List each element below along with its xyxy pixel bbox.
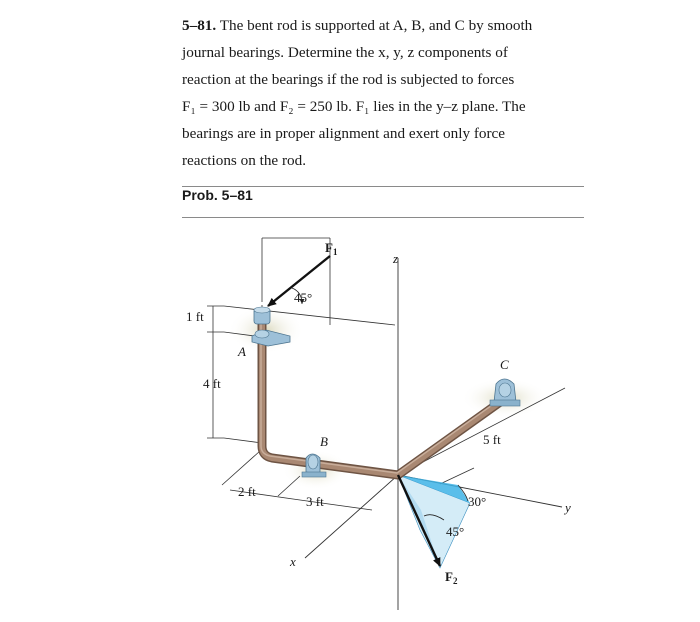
label-angle-45-f1: 45° [294, 290, 313, 305]
problem-line-2: journal bearings. Determine the x, y, z components of [182, 44, 508, 61]
problem-line-6: reactions on the rod. [182, 152, 306, 169]
dim-line [222, 451, 260, 485]
problem-line-5: bearings are in proper alignment and exert only force [182, 125, 506, 142]
point-label-a: A [238, 344, 246, 359]
dim-label-2ft: 2 ft [238, 484, 256, 499]
problem-number: 5–81. [182, 17, 217, 34]
guide-line [440, 468, 474, 484]
dim-line [224, 438, 262, 443]
dim-label-1ft: 1 ft [186, 309, 204, 324]
point-label-b: B [320, 434, 328, 449]
dim-label-3ft: 3 ft [306, 494, 324, 509]
axis-label-z: z [393, 251, 399, 266]
problem-line-1: 5–81. The bent rod is supported at A, B, and C by smooth [182, 17, 533, 34]
point-label-c: C [500, 357, 509, 372]
problem-line-3: reaction at the bearings if the rod is subjected to forces [182, 71, 515, 88]
problem-line-4: F₁ = 300 lb and F₂ = 250 lb. F₁ lies in the y–z plane. The [182, 98, 526, 115]
label-f2: $F_2$ [445, 569, 458, 586]
dim-label-5ft: 5 ft [483, 432, 501, 447]
figure-label: Prob. 5–81 [182, 187, 253, 203]
axis-label-x: x [290, 554, 296, 569]
axis-label-y: y [565, 500, 571, 515]
label-angle-30: 30° [468, 494, 487, 509]
label-f1: $F_1$ [325, 240, 338, 257]
dim-label-4ft: 4 ft [203, 376, 221, 391]
label-angle-45-f2: 45° [446, 524, 465, 539]
